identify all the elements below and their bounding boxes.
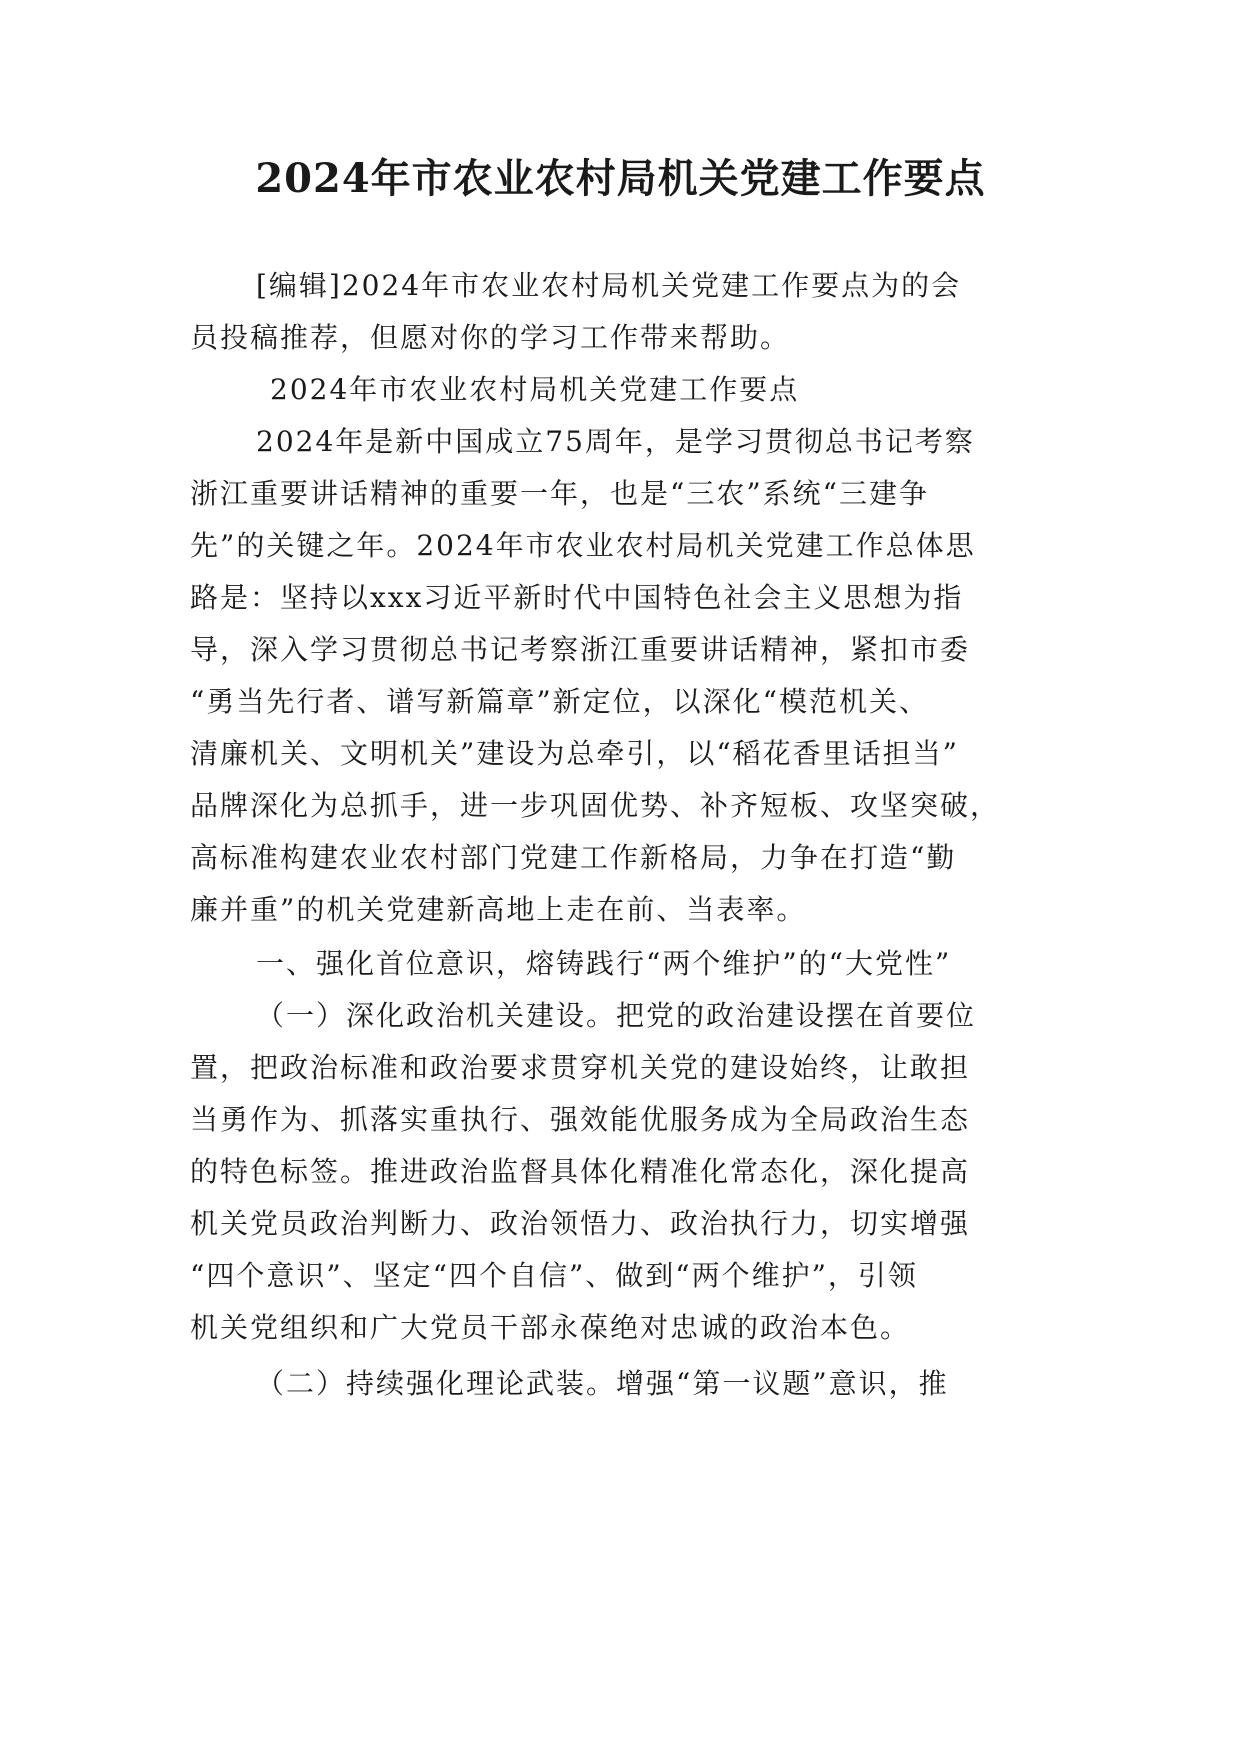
paragraph-line: （一）深化政治机关建设。把党的政治建设摆在首要位 bbox=[256, 999, 977, 1032]
intro-line: 员投稿推荐，但愿对你的学习工作带来帮助。 bbox=[190, 321, 791, 354]
document-title: 2024年市农业农村局机关党建工作要点 bbox=[255, 155, 986, 202]
paragraph-line: 品牌深化为总抓手，进一步巩固优势、补齐短板、攻坚突破， bbox=[190, 789, 1001, 822]
document-subtitle: 2024年市农业农村局机关党建工作要点 bbox=[270, 373, 800, 406]
paragraph-line: 导，深入学习贯彻总书记考察浙江重要讲话精神，紧扣市委 bbox=[190, 633, 971, 666]
paragraph-line: 先”的关键之年。2024年市农业农村局机关党建工作总体思 bbox=[190, 529, 976, 562]
intro-line: [编辑]2024年市农业农村局机关党建工作要点为的会 bbox=[256, 269, 962, 302]
paragraph-line: “勇当先行者、谱写新篇章”新定位，以深化“模范机关、 bbox=[190, 685, 929, 718]
paragraph-line: 清廉机关、文明机关”建设为总牵引，以“稻花香里话担当” bbox=[190, 737, 959, 770]
paragraph-line: 的特色标签。推进政治监督具体化精准化常态化，深化提高 bbox=[190, 1155, 971, 1188]
paragraph-line: 路是：坚持以xxx习近平新时代中国特色社会主义思想为指 bbox=[190, 581, 964, 614]
paragraph-line: 浙江重要讲话精神的重要一年，也是“三农”系统“三建争 bbox=[190, 477, 929, 510]
paragraph-line: “四个意识”、坚定“四个自信”、做到“两个维护”，引领 bbox=[190, 1259, 918, 1292]
paragraph-line: 高标准构建农业农村部门党建工作新格局，力争在打造“勤 bbox=[190, 841, 957, 874]
paragraph-line: 机关党员政治判断力、政治领悟力、政治执行力，切实增强 bbox=[190, 1207, 971, 1240]
paragraph-line: 廉并重”的机关党建新高地上走在前、当表率。 bbox=[190, 893, 807, 926]
paragraph-line: 置，把政治标准和政治要求贯穿机关党的建设始终，让敢担 bbox=[190, 1051, 971, 1084]
paragraph-line: 2024年是新中国成立75周年，是学习贯彻总书记考察 bbox=[256, 425, 975, 458]
section-heading: 一、强化首位意识，熔铸践行“两个维护”的“大党性” bbox=[256, 947, 952, 980]
paragraph-line: 当勇作为、抓落实重执行、强效能优服务成为全局政治生态 bbox=[190, 1103, 971, 1136]
paragraph-line: 机关党组织和广大党员干部永葆绝对忠诚的政治本色。 bbox=[190, 1311, 911, 1344]
paragraph-line: （二）持续强化理论武装。增强“第一议题”意识，推 bbox=[256, 1367, 949, 1400]
